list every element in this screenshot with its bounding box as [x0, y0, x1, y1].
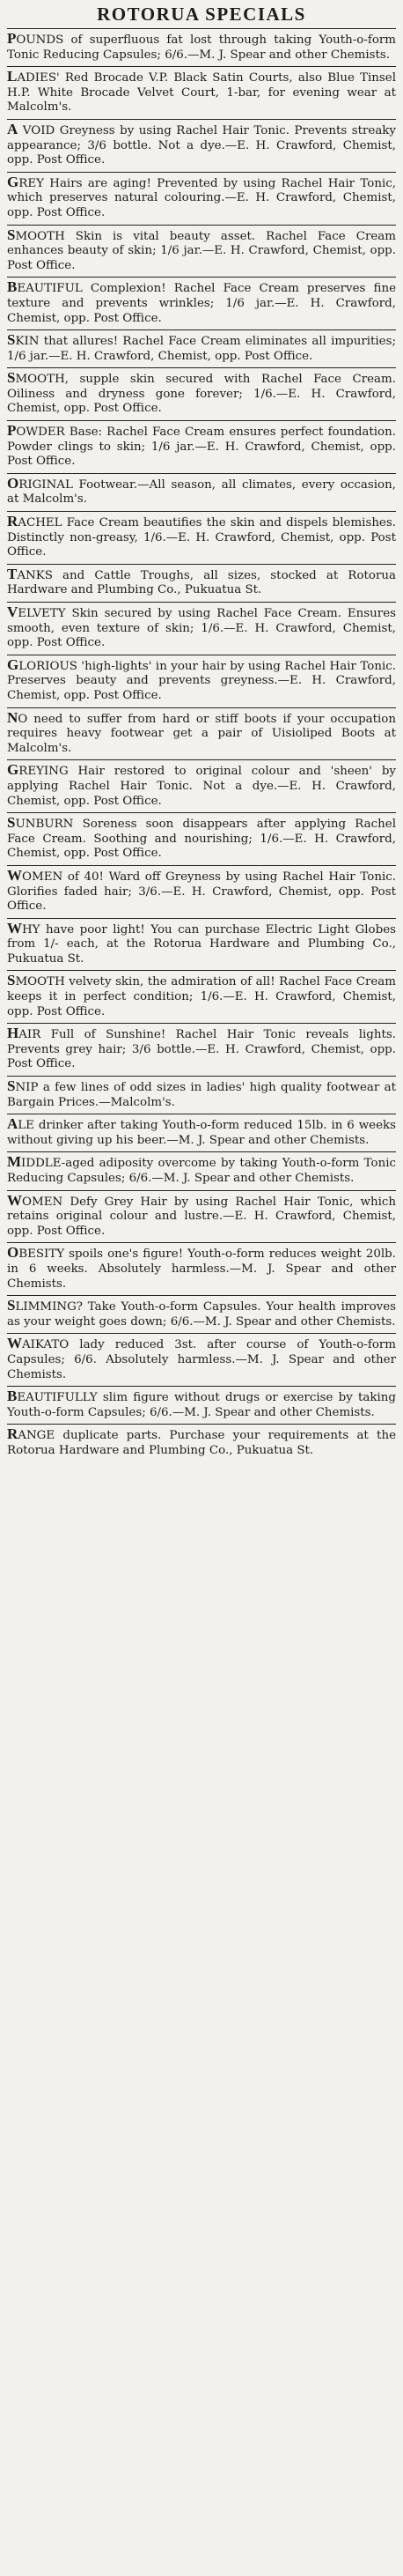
classified-ad: [7, 603, 396, 655]
classified-ad: [7, 421, 396, 473]
ad-initial-letter: L: [7, 68, 18, 85]
ad-initial-letter: B: [7, 1388, 18, 1405]
ad-body: [7, 565, 396, 598]
ad-initial-letter: A: [7, 120, 18, 137]
classified-ad: [7, 971, 396, 1023]
ad-body: [7, 708, 396, 757]
classified-ad: [7, 512, 396, 564]
ad-initial-letter: S: [7, 1077, 16, 1095]
classified-ad: [7, 1152, 396, 1189]
ad-text: MOOTH Skin is vital beauty asset. Rachel Face Cream enhances beauty of skin; 1/6 jar.—E. H. Crawford, Chemist, opp. Post Office.: [7, 229, 396, 272]
ad-body: [7, 814, 396, 862]
ad-body: [7, 919, 396, 967]
classified-ad: [7, 919, 396, 971]
ad-initial-letter: S: [7, 226, 16, 243]
ad-text: LORIOUS 'high-lights' in your hair by using Rachel Hair Tonic. Preserves beauty and prevents greyness.—E. H. Crawford, Chemist, opp. Post Office.: [7, 659, 396, 702]
classified-ad: [7, 1191, 396, 1243]
ad-text: OWDER Base: Rachel Face Cream ensures perfect foundation. Powder clings to skin; 1/6 jar.—E. H. Crawford, Chemist, opp. Post Office.: [7, 426, 396, 469]
ad-body: [7, 603, 396, 651]
ad-text: AIR Full of Sunshine! Rachel Hair Tonic reveals lights. Prevents grey hair; 3/6 bottle.—E. H. Crawford, Chemist, opp. Post Office.: [7, 1028, 396, 1071]
classified-ad: [7, 813, 396, 865]
ad-text: ANGE duplicate parts. Purchase your requirements at the Rotorua Hardware and Plumbing Co., Pukuatua St.: [7, 1429, 396, 1457]
classified-ad: [7, 1077, 396, 1114]
ad-initial-letter: S: [7, 972, 16, 989]
classified-ad: [7, 1334, 396, 1386]
ad-initial-letter: T: [7, 565, 18, 582]
ad-body: [7, 70, 396, 115]
ad-body: [7, 1390, 396, 1420]
ad-text: OMEN Defy Grey Hair by using Rachel Hair Tonic, which retains original colour and lustre.—E. H. Crawford, Chemist, opp. Post Office.: [7, 1195, 396, 1238]
classified-ad: [7, 655, 396, 707]
ad-initial-letter: O: [7, 1244, 19, 1262]
ad-body: [7, 120, 396, 168]
ad-initial-letter: S: [7, 369, 16, 387]
ad-initial-letter: M: [7, 1153, 22, 1171]
ad-text: MOOTH, supple skin secured with Rachel Face Cream. Oiliness and dryness gone forever; 1/6.—E. H. Crawford, Chemist, opp. Post Office.: [7, 373, 396, 416]
classified-ad: [7, 226, 396, 278]
ad-body: [7, 1027, 396, 1072]
column-heading: ROTORUA SPECIALS: [97, 4, 306, 25]
ad-text: EAUTIFUL Complexion! Rachel Face Cream preserves fine texture and prevents wrinkles; 1/6 jar.—E. H. Crawford, Chemist, opp. Post Office.: [7, 282, 396, 325]
ad-text: EAUTIFULLY slim figure without drugs or exercise by taking Youth-o-form Capsules; 6/6.—M. J. Spear and other Chemists.: [7, 1391, 396, 1419]
ad-initial-letter: G: [7, 761, 19, 779]
ad-text: REYING Hair restored to original colour and 'sheen' by applying Rachel Hair Tonic. Not a dye.—E. H. Crawford, Chemist, opp. Post Office.: [7, 765, 396, 808]
classified-ad: [7, 565, 396, 602]
ad-initial-letter: P: [7, 30, 17, 47]
ad-body: [7, 515, 396, 560]
ad-initial-letter: V: [7, 603, 18, 620]
classified-ad: [7, 1024, 396, 1076]
ad-initial-letter: W: [7, 1335, 22, 1352]
classified-ad: [7, 474, 396, 511]
ad-initial-letter: W: [7, 866, 22, 884]
ad-body: [7, 1299, 396, 1329]
ad-initial-letter: S: [7, 1297, 16, 1314]
ad-text: ANKS and Cattle Troughs, all sizes, stocked at Rotorua Hardware and Plumbing Co., Pukuatua St.: [7, 568, 396, 597]
ad-initial-letter: H: [7, 1025, 19, 1042]
ad-text: OUNDS of superfluous fat lost through taking Youth-o-form Tonic Reducing Capsules; 6/6.—M. J. Spear and other Chemists.: [7, 33, 396, 62]
ad-initial-letter: G: [7, 655, 19, 673]
ad-initial-letter: O: [7, 474, 19, 492]
ad-initial-letter: W: [7, 919, 22, 936]
ad-text: KIN that allures! Rachel Face Cream eliminates all impurities; 1/6 jar.—E. H. Crawford, Chemist, opp. Post Office.: [7, 335, 396, 363]
ad-body: [7, 331, 396, 364]
classified-ads-list: [7, 29, 396, 1462]
classified-ad: [7, 330, 396, 367]
ad-text: RIGINAL Footwear.—All season, all climates, every occasion, at Malcolm's.: [7, 477, 396, 507]
ad-initial-letter: S: [7, 331, 16, 349]
ad-text: ADIES' Red Brocade V.P. Black Satin Courts, also Blue Tinsel H.P. White Brocade Velvet Court, 1-bar, for evening wear at Malcolm's.: [7, 71, 396, 115]
ad-initial-letter: N: [7, 708, 18, 726]
classified-ad: [7, 760, 396, 812]
ad-initial-letter: B: [7, 278, 18, 296]
classified-ad: [7, 1296, 396, 1333]
ad-body: [7, 1425, 396, 1458]
ad-text: LE drinker after taking Youth-o-form reduced 15lb. in 6 weeks without giving up his beer.—M. J. Spear and other Chemists.: [7, 1119, 396, 1147]
classified-ad: [7, 708, 396, 760]
classified-ad: [7, 866, 396, 918]
classified-ad: [7, 278, 396, 329]
ad-text: REY Hairs are aging! Prevented by using Rachel Hair Tonic, which preserves natural colouring.—E. H. Crawford, Chemist, opp. Post Office.: [7, 176, 396, 219]
ad-body: [7, 369, 396, 417]
ad-text: ELVETY Skin secured by using Rachel Face Cream. Ensures smooth, even texture of skin; 1/6.—E. H. Crawford, Chemist, opp. Post Office.: [7, 607, 396, 650]
ad-body: [7, 974, 396, 1019]
ad-initial-letter: R: [7, 513, 18, 530]
ad-text: MOOTH velvety skin, the admiration of all! Rachel Face Cream keeps it in perfect condition; 1/6.—E. H. Crawford, Chemist, opp. Post Office.: [7, 975, 396, 1018]
ad-body: [7, 1337, 396, 1382]
ad-body: [7, 761, 396, 809]
ad-initial-letter: R: [7, 1425, 18, 1443]
ad-initial-letter: G: [7, 173, 19, 190]
ad-text: IDDLE-aged adiposity overcome by taking Youth-o-form Tonic Reducing Capsules; 6/6.—M. J. Spear and other Chemists.: [7, 1157, 396, 1185]
ad-text: VOID Greyness by using Rachel Hair Tonic. Prevents streaky appearance; 3/6 bottle. Not a dye.—E. H. Crawford, Chemist, opp. Post Office.: [7, 123, 396, 167]
ad-initial-letter: P: [7, 422, 17, 440]
ad-text: HY have poor light! You can purchase Electric Light Globes from 1/- each, at the Rotorua Hardware and Plumbing Co., Pukuatua St.: [7, 922, 396, 966]
ad-text: LIMMING? Take Youth-o-form Capsules. Your health improves as your weight goes down; 6/6.—M. J. Spear and other Chemists.: [7, 1300, 396, 1329]
ad-text: AIKATO lady reduced 3st. after course of Youth-o-form Capsules; 6/6. Absolutely harmless.—M. J. Spear and other Chemists.: [7, 1338, 396, 1381]
classified-ad: [7, 120, 396, 172]
ad-initial-letter: S: [7, 814, 16, 832]
ad-body: [7, 1153, 396, 1186]
ad-text: BESITY spoils one's figure! Youth-o-form reduces weight 20lb. in 6 weeks. Absolutely harmless.—M. J. Spear and other Chemists.: [7, 1247, 396, 1291]
ad-body: [7, 1244, 396, 1292]
classified-ad: [7, 1425, 396, 1462]
ad-body: [7, 1191, 396, 1240]
ad-text: NIP a few lines of odd sizes in ladies' high quality footwear at Bargain Prices.—Malcolm's.: [7, 1081, 396, 1109]
ad-text: ACHEL Face Cream beautifies the skin and dispels blemishes. Distinctly non-greasy, 1/6.—E. H. Crawford, Chemist, opp. Post Office.: [7, 516, 396, 559]
ad-body: [7, 1115, 396, 1148]
ad-text: OMEN of 40! Ward off Greyness by using Rachel Hair Tonic. Glorifies faded hair; 3/6.—E. H. Crawford, Chemist, opp. Post Office.: [7, 870, 396, 914]
classified-ad: [7, 67, 396, 119]
classified-ad: [7, 1243, 396, 1295]
ad-body: [7, 1077, 396, 1110]
ad-body: [7, 226, 396, 274]
classified-ad: [7, 1387, 396, 1424]
ad-body: [7, 278, 396, 326]
ad-initial-letter: W: [7, 1191, 22, 1209]
ad-body: [7, 422, 396, 470]
ad-text: UNBURN Soreness soon disappears after applying Rachel Face Cream. Soothing and nourishing; 1/6.—E. H. Crawford, Chemist, opp. Post Office.: [7, 818, 396, 861]
classified-ad: [7, 173, 396, 225]
ad-initial-letter: A: [7, 1115, 18, 1133]
ad-body: [7, 30, 396, 63]
ad-body: [7, 474, 396, 507]
ad-body: [7, 173, 396, 221]
ad-body: [7, 866, 396, 914]
classified-ad: [7, 368, 396, 420]
classified-ad: [7, 1114, 396, 1151]
classified-ad: [7, 29, 396, 66]
ad-text: O need to suffer from hard or stiff boots if your occupation requires heavy footwear get a pair of Uisioliped Boots at Malcolm's.: [7, 712, 396, 755]
ad-body: [7, 655, 396, 704]
